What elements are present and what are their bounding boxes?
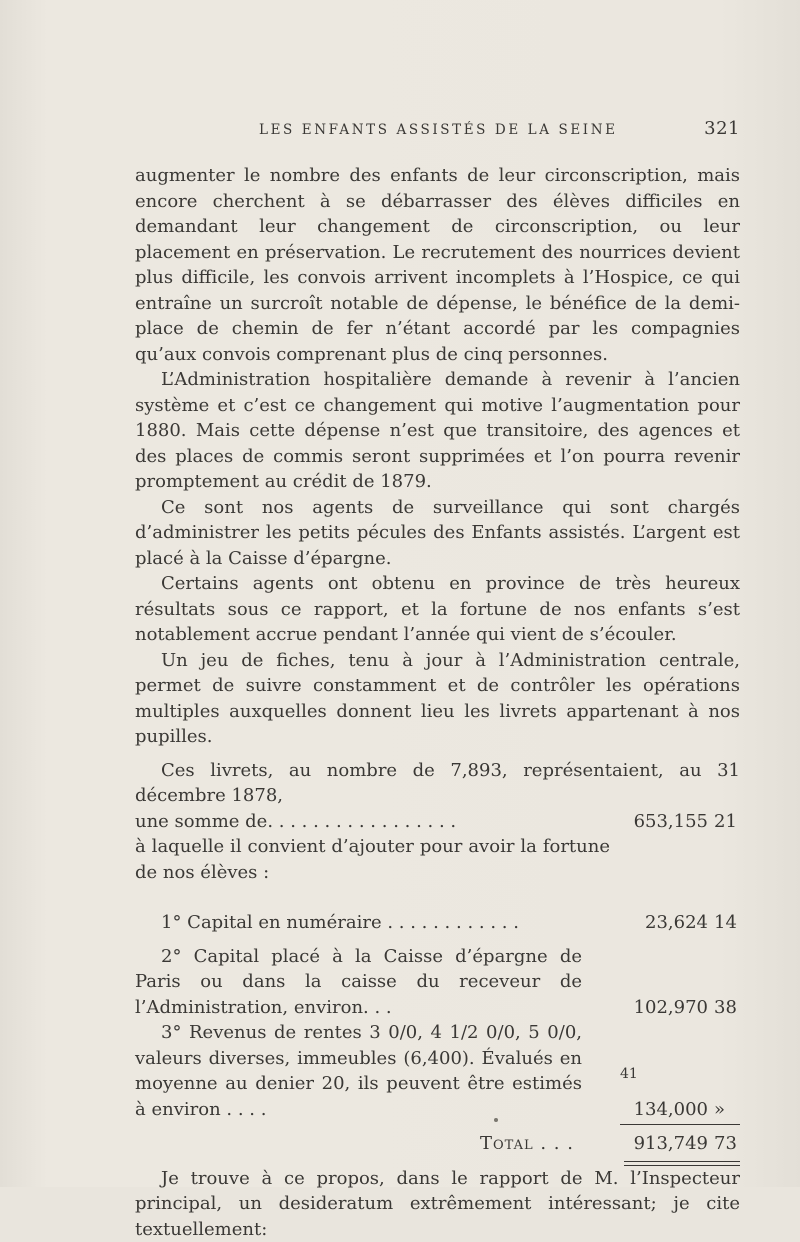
ledger-intro-label: une somme de. . . . . . . . . . . . . . . . . [135,809,602,835]
amount-value: 134,000 [634,1099,708,1120]
ledger-item-1-label: 1° Capital en numéraire . . . . . . . . . . . . [135,910,602,936]
ledger-intro-row [135,809,740,835]
ledger [135,758,740,1166]
amount-value: 102,970 [634,997,708,1018]
running-head: LES ENFANTS ASSISTÉS DE LA SEINE [259,122,618,138]
total-double-rule [135,1157,740,1166]
amount-cents: » [714,1097,740,1123]
ledger-item-3-amount [602,1097,740,1123]
closing-paragraph: Je trouve à ce propos, dans le rapport de M. l’Inspecteur principal, un desideratum extrêmement intéressant; je cite textuellement: [135,1166,740,1242]
paragraph-1: augmenter le nombre des enfants de leur circonscription, mais encore cherchent à se débarrasser des élèves difficiles en demandant leur changement de circonscription, ou leur placement en préservation. Le recrutement des nourrices devient plus difficile, les convois arrivent incomplets à l’Hospice, ce qui entraîne un surcroît notable de dépense, le bénéfice de la demi-place de chemin de fer n’étant accordé par les compagnies qu’aux convois comprenant plus de cinq personnes. [135,163,740,367]
paragraph-4: Certains agents ont obtenu en province de très heureux résultats sous ce rapport, et la fortune de nos enfants s’est notablement accrue pendant l’année qui vient de s’écouler. [135,571,740,648]
paragraph-2: L’Administration hospitalière demande à revenir à l’ancien système et c’est ce changement qui motive l’augmentation pour 1880. Mais cette dépense n’est que transitoire, des agences et des places de commis seront supprimées et l’on pourra revenir promptement au crédit de 1879. [135,367,740,495]
amount-cents: 38 [714,995,740,1021]
ledger-intro-amount [602,809,740,835]
amount-cents: 73 [714,1131,740,1157]
ledger-item-3 [135,1020,740,1122]
sum-rule [135,1124,740,1125]
amount-cents: 21 [714,809,740,835]
ledger-item-3-label: 3° Revenus de rentes 3 0/0, 4 1/2 0/0, 5 0/0, valeurs diverses, immeubles (6,400). Évalués en moyenne au denier 20, ils peuvent être estimés à environ . . . . [135,1020,602,1122]
paragraph-3: Ce sont nos agents de surveillance qui sont chargés d’administrer les petits pécules des Enfants assistés. L’argent est placé à la Caisse d’épargne. [135,495,740,572]
ledger-intro: Ces livrets, au nombre de 7,893, représentaient, au 31 décembre 1878, [135,758,740,809]
amount-value: 23,624 [645,912,708,933]
amount-cents: 14 [714,910,740,936]
page-number: 321 [704,118,740,139]
ledger-item-2 [135,944,740,1021]
ledger-total [135,1131,740,1157]
page-header [135,118,740,139]
ledger-total-amount [602,1131,740,1157]
total-double-rule-line [624,1161,740,1166]
signature-mark: 41 [620,1066,638,1082]
ledger-intro-continuation: à laquelle il convient d’ajouter pour avoir la fortune de nos élèves : [135,834,610,885]
ledger-item-1-amount [602,910,740,936]
ink-speck [494,1118,498,1122]
ledger-item-2-label: 2° Capital placé à la Caisse d’épargne de Paris ou dans la caisse du receveur de l’Administration, environ. . . [135,944,602,1021]
ledger-item-2-amount [602,995,740,1021]
amount-value: 913,749 [634,1133,708,1154]
paragraph-5: Un jeu de fiches, tenu à jour à l’Administration centrale, permet de suivre constamment et de contrôler les opérations multiples auxquelles donnent lieu les livrets appartenant à nos pupilles. [135,648,740,750]
ledger-item-1 [135,910,740,936]
sum-rule-line [620,1124,740,1125]
ledger-total-label: Total . . . [135,1131,602,1157]
amount-value: 653,155 [634,811,708,832]
page-body [135,163,740,1242]
